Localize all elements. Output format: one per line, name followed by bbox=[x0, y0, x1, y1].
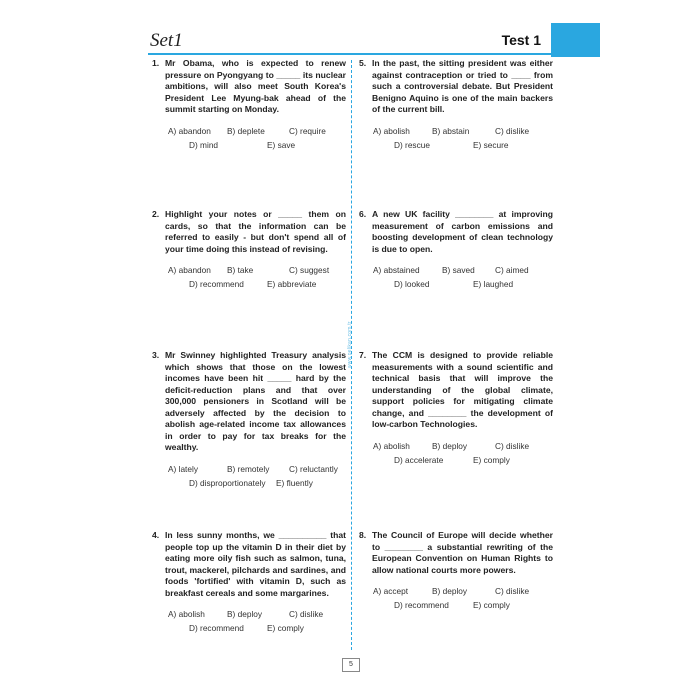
option-d[interactable]: D) recommend bbox=[394, 600, 449, 610]
question-number: 6. bbox=[359, 209, 367, 219]
question-number: 5. bbox=[359, 58, 367, 68]
option-a[interactable]: A) abstained bbox=[373, 265, 420, 275]
option-e[interactable]: E) comply bbox=[473, 600, 510, 610]
options bbox=[152, 464, 346, 492]
option-c[interactable]: C) require bbox=[289, 125, 326, 136]
option-b[interactable]: B) abstain bbox=[432, 125, 470, 136]
option-d[interactable]: D) looked bbox=[394, 279, 430, 289]
option-b[interactable]: B) saved bbox=[442, 265, 475, 275]
option-d[interactable]: D) disproportionately bbox=[189, 477, 266, 488]
question-number: 4. bbox=[152, 530, 160, 540]
option-e[interactable]: E) save bbox=[267, 139, 296, 150]
option-a[interactable]: A) accept bbox=[373, 586, 409, 596]
set-label: Set1 bbox=[150, 30, 183, 51]
option-b[interactable]: B) deploy bbox=[432, 586, 468, 596]
question-6 bbox=[359, 209, 553, 293]
question-number: 2. bbox=[152, 209, 160, 219]
options bbox=[359, 441, 553, 469]
option-d[interactable]: D) recommend bbox=[189, 623, 244, 633]
options bbox=[152, 265, 346, 293]
question-number: 7. bbox=[359, 350, 367, 360]
option-c[interactable]: C) dislike bbox=[495, 586, 530, 596]
option-b[interactable]: B) deploy bbox=[227, 609, 263, 619]
option-a[interactable]: A) abolish bbox=[373, 125, 410, 136]
page-number: 5 bbox=[342, 658, 360, 672]
corner-tab-decoration bbox=[551, 23, 600, 57]
question-number: 1. bbox=[152, 58, 160, 68]
option-d[interactable]: D) mind bbox=[189, 139, 219, 150]
option-a[interactable]: A) abolish bbox=[168, 609, 205, 619]
options bbox=[152, 126, 346, 154]
question-4 bbox=[152, 530, 346, 637]
option-e[interactable]: E) comply bbox=[267, 623, 304, 633]
question-3 bbox=[152, 350, 346, 492]
option-a[interactable]: A) abandon bbox=[168, 125, 211, 136]
option-a[interactable]: A) abandon bbox=[168, 265, 211, 275]
option-c[interactable]: C) dislike bbox=[495, 125, 530, 136]
options bbox=[359, 586, 553, 614]
question-text: Mr Swinney highlighted Treasury analysis which shows that those on the lowest incomes have been hit _____ hard by the deficit-reduction plans and that over 300,000 pensioners in Scotland will be adversely affected by the decision to abolish age-related income tax allowances in order to pay for tax breaks for the wealthy. bbox=[165, 350, 346, 452]
page-header bbox=[148, 30, 543, 52]
option-b[interactable]: B) take bbox=[227, 265, 254, 275]
option-c[interactable]: C) aimed bbox=[495, 265, 529, 275]
option-c[interactable]: C) reluctantly bbox=[289, 463, 338, 474]
option-e[interactable]: E) comply bbox=[473, 454, 510, 465]
options bbox=[359, 265, 553, 293]
question-1 bbox=[152, 58, 346, 154]
option-c[interactable]: C) dislike bbox=[289, 609, 324, 619]
question-text: In less sunny months, we __________ that people top up the vitamin D in their diet by eating more oily fish such as salmon, tuna, trout, mackerel, pilchards and sardines, and foods 'fortified' with vitamin D, such as breakfast cereals and some margarines. bbox=[165, 530, 346, 598]
question-text: A new UK facility ________ at improving measurement of carbon emissions and boosting development of clean technology is due to open. bbox=[372, 209, 553, 254]
option-d[interactable]: D) accelerate bbox=[394, 454, 444, 465]
option-b[interactable]: B) remotely bbox=[227, 463, 270, 474]
option-b[interactable]: B) deplete bbox=[227, 125, 265, 136]
question-8 bbox=[359, 530, 553, 614]
question-text: Highlight your notes or _____ them on cards, so that the information can be referred to easily - but don't spend all of your time doing this instead of revising. bbox=[165, 209, 346, 254]
option-d[interactable]: D) rescue bbox=[394, 139, 430, 150]
option-b[interactable]: B) deploy bbox=[432, 440, 468, 451]
option-c[interactable]: C) suggest bbox=[289, 265, 330, 275]
question-5 bbox=[359, 58, 553, 154]
question-text: The CCM is designed to provide reliable measurements with a sound scientific and technical basis that will improve the understanding of the global climate, support policies for mitigating climate change, and ________ the development of low-carbon Technologies. bbox=[372, 350, 553, 429]
header-rule bbox=[148, 53, 551, 55]
option-e[interactable]: E) fluently bbox=[276, 477, 313, 488]
option-d[interactable]: D) recommend bbox=[189, 279, 244, 289]
options bbox=[359, 126, 553, 154]
option-e[interactable]: E) secure bbox=[473, 139, 509, 150]
question-2 bbox=[152, 209, 346, 293]
test-label: Test 1 bbox=[501, 32, 541, 48]
option-a[interactable]: A) lately bbox=[168, 463, 198, 474]
option-e[interactable]: E) abbreviate bbox=[267, 279, 317, 289]
question-text: The Council of Europe will decide whether to ________ a substantial rewriting of the European Convention on Human Rights to allow national courts more powers. bbox=[372, 530, 553, 575]
question-7 bbox=[359, 350, 553, 469]
option-c[interactable]: C) dislike bbox=[495, 440, 530, 451]
question-number: 8. bbox=[359, 530, 367, 540]
question-number: 3. bbox=[152, 350, 160, 360]
option-a[interactable]: A) abolish bbox=[373, 440, 410, 451]
question-text: Mr Obama, who is expected to renew pressure on Pyongyang to _____ its nuclear ambitions, will also meet South Korea's President Lee Myung-bak ahead of the summit starting on Monday. bbox=[165, 58, 346, 114]
options bbox=[152, 609, 346, 637]
watermark: www.pelikan.com.tr bbox=[347, 321, 353, 369]
question-text: In the past, the sitting president was either against contraception or tried to ____ from such a controversial debate. But President Benigno Aquino is one of the main backers of the current bill. bbox=[372, 58, 553, 114]
option-e[interactable]: E) laughed bbox=[473, 279, 514, 289]
